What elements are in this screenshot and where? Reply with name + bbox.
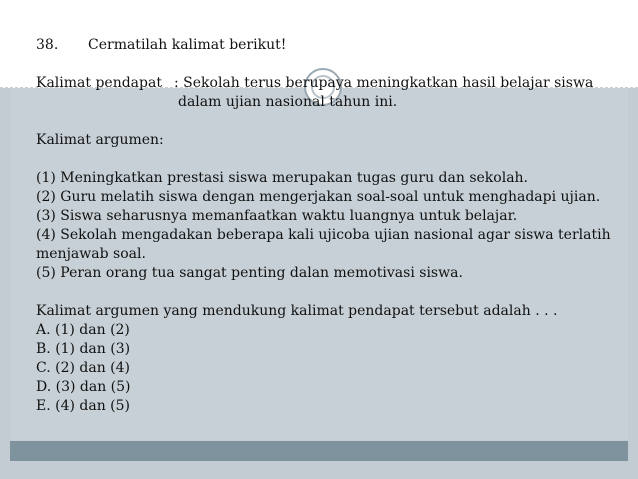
- option-d[interactable]: D. (3) dan (5): [36, 379, 131, 395]
- question-prompt: Kalimat argumen yang mendukung kalimat pendapat tersebut adalah . . .: [36, 303, 558, 319]
- question-instruction: Cermatilah kalimat berikut!: [88, 37, 287, 53]
- argument-item: (5) Peran orang tua sangat penting dalan memotivasi siswa.: [36, 265, 463, 281]
- argument-item: (1) Meningkatkan prestasi siswa merupakan tugas guru dan sekolah.: [36, 170, 529, 186]
- option-e[interactable]: E. (4) dan (5): [36, 398, 131, 414]
- opinion-text-1: : Sekolah terus berupaya meningkatkan hasil belajar siswa: [174, 75, 594, 91]
- footer-strip: [10, 441, 628, 461]
- argument-item: (4) Sekolah mengadakan beberapa kali ujicoba ujian nasional agar siswa terlatih: [36, 227, 611, 243]
- opinion-label: Kalimat pendapat: [36, 75, 162, 91]
- option-b[interactable]: B. (1) dan (3): [36, 341, 131, 357]
- option-c[interactable]: C. (2) dan (4): [36, 360, 131, 376]
- question-text: [36, 36, 626, 416]
- opinion-line-1: [36, 74, 626, 93]
- argument-item: (3) Siswa seharusnya memanfaatkan waktu luangnya untuk belajar.: [36, 208, 518, 224]
- slide-footer-band: [0, 461, 638, 479]
- question-header: [36, 36, 626, 55]
- opinion-text-2: dalam ujian nasional tahun ini.: [178, 94, 398, 110]
- argument-item-continuation: menjawab soal.: [36, 246, 146, 262]
- arguments-heading: Kalimat argumen:: [36, 132, 164, 148]
- argument-item: (2) Guru melatih siswa dengan mengerjakan soal-soal untuk menghadapi ujian.: [36, 189, 601, 205]
- option-a[interactable]: A. (1) dan (2): [36, 322, 130, 338]
- question-number: 38.: [36, 37, 59, 53]
